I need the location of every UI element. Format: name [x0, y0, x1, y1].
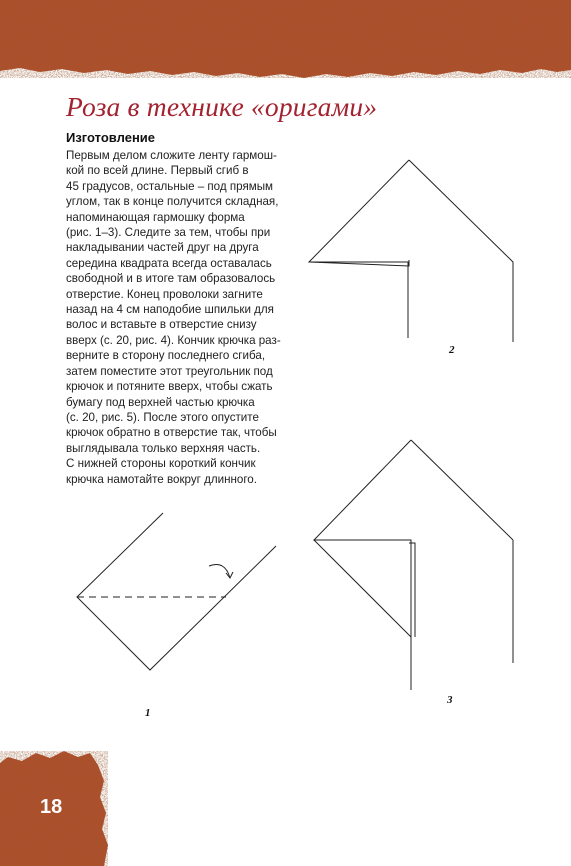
text-line: С нижней стороны короткий кончик	[66, 457, 256, 471]
text-line: назад на 4 см наподобие шпильки для	[66, 303, 274, 317]
figure-3-label: 3	[447, 694, 453, 706]
text-line: свободной и в итоге там образовалось	[66, 272, 276, 286]
figure-3-diagram	[314, 440, 513, 690]
text-line: Первым делом сложите ленту гармош-	[66, 149, 277, 162]
text-line: бумагу под верхней частью крючка	[66, 395, 255, 409]
page-title: Роза в технике «оригами»	[66, 91, 378, 122]
figure-1-diagram	[77, 513, 276, 670]
text-line: накладывании частей друг на друга	[66, 241, 259, 255]
page-number: 18	[40, 796, 63, 818]
text-line: середина квадрата всегда оставалась	[66, 256, 272, 270]
text-line: выглядывала только верхняя часть.	[66, 441, 261, 455]
figure-1-label: 1	[145, 707, 151, 719]
text-line: крючок обратно в отверстие так, чтобы	[66, 426, 277, 440]
section-heading: Изготовление	[66, 130, 156, 145]
text-line: затем поместите этот треугольник под	[66, 364, 273, 378]
text-line: отверстие. Конец проволоки загните	[66, 287, 263, 301]
text-line: 45 градусов, остальные – под прямым	[66, 179, 274, 193]
figure-2-label: 2	[449, 344, 455, 356]
text-line: волос и вставьте в отверстие снизу	[66, 318, 257, 332]
text-line: углом, так в конце получится складная,	[66, 195, 279, 209]
text-line: кой по всей длине. Первый сгиб в	[66, 164, 249, 178]
text-line: (с. 20, рис. 5). После этого опустите	[66, 410, 259, 424]
figure-2-diagram	[309, 160, 513, 342]
text-line: крючок и потяните вверх, чтобы сжать	[66, 380, 273, 394]
text-line: (рис. 1–3). Следите за тем, чтобы при	[66, 226, 271, 240]
text-line: крючка намотайте вокруг длинного.	[66, 472, 257, 486]
text-line: вверх (с. 20, рис. 4). Кончик крючка раз-	[66, 333, 281, 347]
text-line: верните в сторону последнего сгиба,	[66, 349, 266, 363]
text-line: напоминающая гармошку форма	[66, 210, 245, 224]
